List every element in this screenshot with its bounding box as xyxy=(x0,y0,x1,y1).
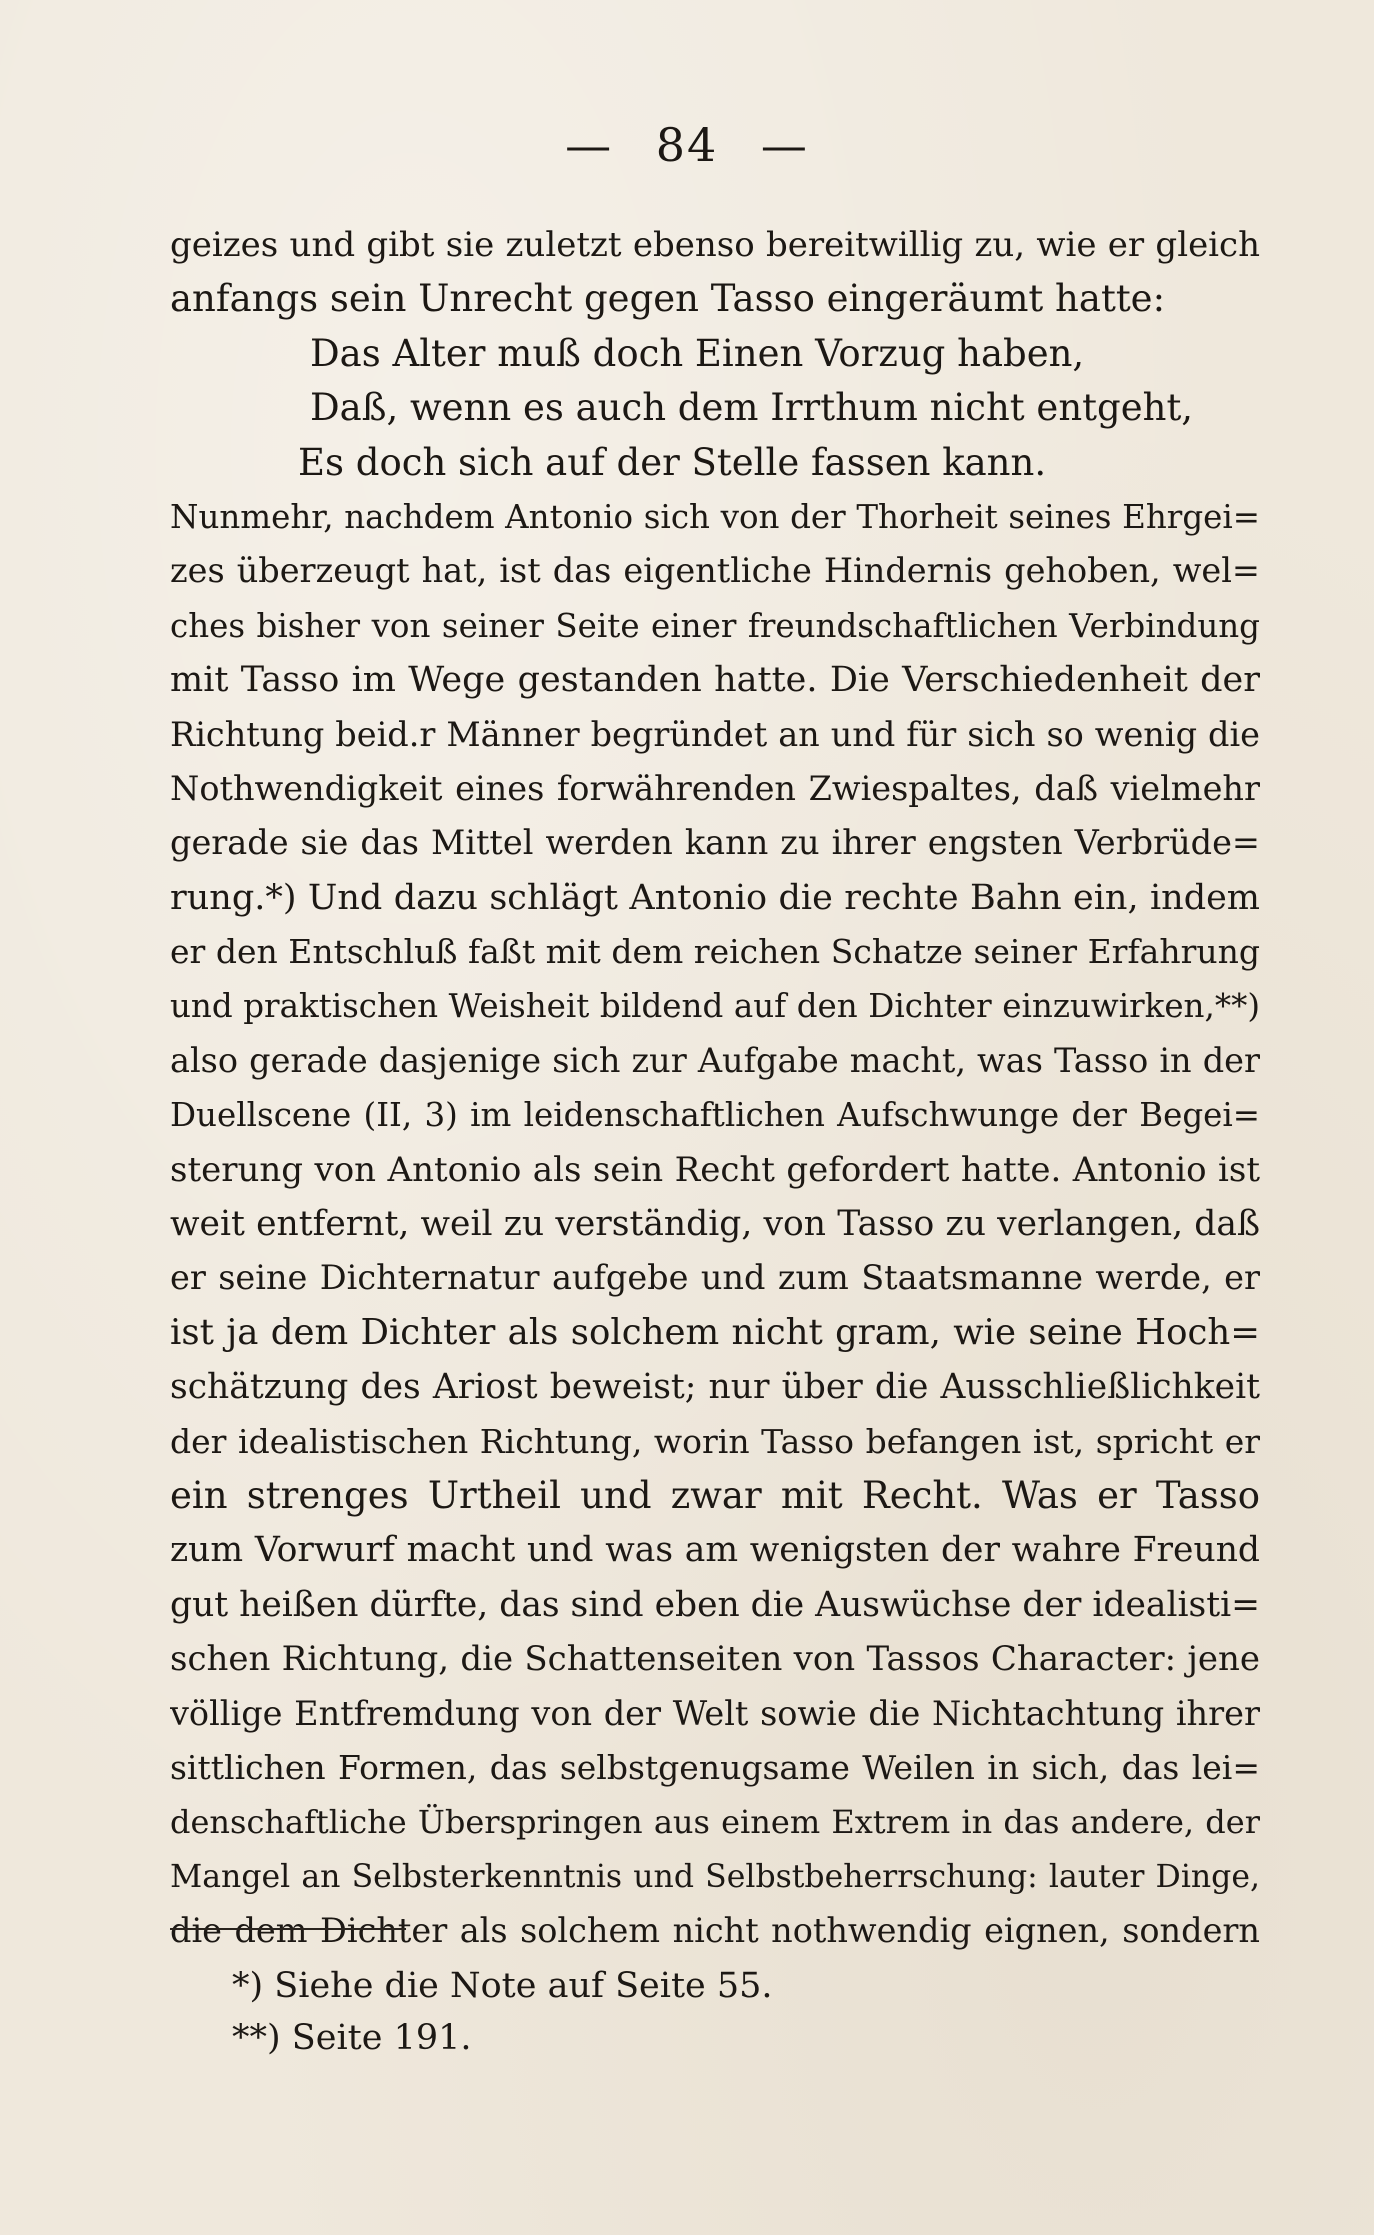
text-line: weit entfernt, weil zu verständig, von Tasso zu verlangen, daß xyxy=(170,1204,1260,1245)
footnote-rule xyxy=(170,1928,406,1930)
text-line: gut heißen dürfte, das sind eben die Auswüchse der idealisti= xyxy=(170,1584,1260,1625)
text-line: gerade sie das Mittel werden kann zu ihrer engsten Verbrüde= xyxy=(170,823,1260,863)
verse-line: Das Alter muß doch Einen Vorzug haben, xyxy=(310,331,1085,375)
body-text xyxy=(170,218,1260,1959)
footnotes xyxy=(232,1960,1232,2064)
text-line: sterung von Antonio als sein Recht gefordert hatte. Antonio ist xyxy=(170,1149,1260,1190)
text-line: der idealistischen Richtung, worin Tasso befangen ist, spricht er xyxy=(170,1421,1260,1461)
text-line: ein strenges Urtheil und zwar mit Recht. Was er Tasso xyxy=(170,1473,1260,1517)
verse-line: Es doch sich auf der Stelle fassen kann. xyxy=(298,440,1047,484)
footnote: *) Siehe die Note auf Seite 55. xyxy=(232,1966,773,2006)
text-line: die dem Dichter als solchem nicht nothwendig eignen, sondern xyxy=(170,1911,1260,1951)
text-line: schätzung des Ariost beweist; nur über die Ausschließlichkeit xyxy=(170,1367,1260,1408)
text-line: er seine Dichternatur aufgebe und zum Staatsmanne werde, er xyxy=(170,1258,1260,1298)
text-line: Nothwendigkeit eines forwährenden Zwiespaltes, daß vielmehr xyxy=(170,768,1260,808)
text-line: ist ja dem Dichter als solchem nicht gram, wie seine Hoch= xyxy=(170,1311,1260,1353)
footnote: **) Seite 191. xyxy=(232,2018,472,2058)
text-line: er den Entschluß faßt mit dem reichen Schatze seiner Erfahrung xyxy=(170,932,1260,972)
text-line: rung.*) Und dazu schlägt Antonio die rechte Bahn ein, indem xyxy=(170,877,1260,918)
page-number: — 84 — xyxy=(565,118,809,172)
text-line: sittlichen Formen, das selbstgenugsame Weilen in sich, das lei= xyxy=(170,1747,1260,1787)
text-line: also gerade dasjenige sich zur Aufgabe macht, was Tasso in der xyxy=(170,1040,1260,1080)
text-line: mit Tasso im Wege gestanden hatte. Die Verschiedenheit der xyxy=(170,660,1260,701)
text-line: denschaftliche Überspringen aus einem Extrem in das andere, der xyxy=(170,1803,1260,1842)
text-line: Duellscene (II, 3) im leidenschaftlichen Aufschwunge der Begei= xyxy=(170,1096,1260,1135)
text-line: anfangs sein Unrecht gegen Tasso eingeräumt hatte: xyxy=(170,277,1166,321)
text-line: schen Richtung, die Schattenseiten von Tassos Character: jene xyxy=(170,1639,1260,1680)
text-line: Mangel an Selbsterkenntnis und Selbstbeherrschung: lauter Dinge, xyxy=(170,1858,1260,1895)
verse-line: Daß, wenn es auch dem Irrthum nicht entgeht, xyxy=(310,386,1194,430)
text-line: und praktischen Weisheit bildend auf den Dichter einzuwirken,**) xyxy=(170,987,1260,1026)
text-line: völlige Entfremdung von der Welt sowie die Nichtachtung ihrer xyxy=(170,1693,1260,1733)
text-line: geizes und gibt sie zuletzt ebenso bereitwillig zu, wie er gleich xyxy=(170,225,1260,265)
text-line: Richtung beid.r Männer begründet an und für sich so wenig die xyxy=(170,714,1260,754)
text-line: zes überzeugt hat, ist das eigentliche Hindernis gehoben, wel= xyxy=(170,551,1260,591)
text-line: zum Vorwurf macht und was am wenigsten der wahre Freund xyxy=(170,1530,1260,1571)
text-line: ches bisher von seiner Seite einer freundschaftlichen Verbindung xyxy=(170,606,1260,645)
text-line: Nunmehr, nachdem Antonio sich von der Thorheit seines Ehrgei= xyxy=(170,497,1260,536)
